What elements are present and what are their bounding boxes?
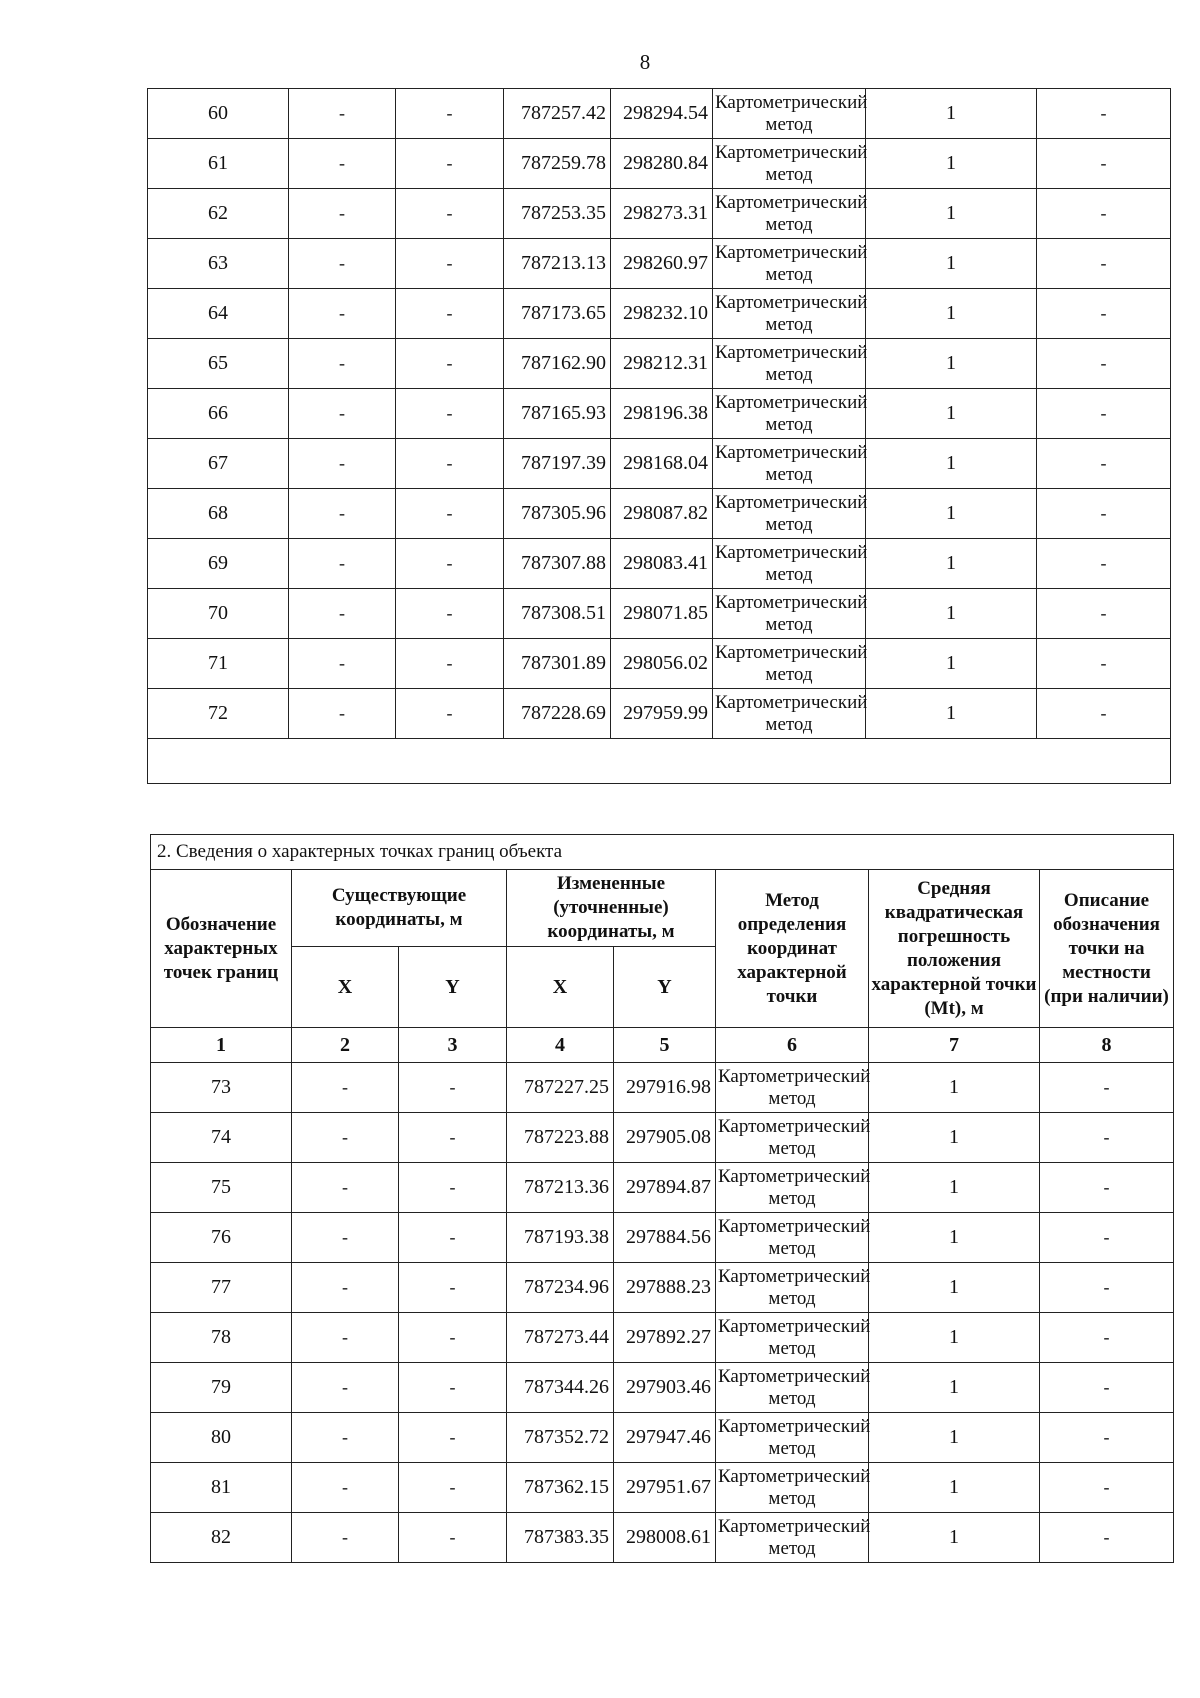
table-row <box>151 1413 1174 1463</box>
changed-x-cell: 787383.35 <box>507 1513 614 1563</box>
point-id-cell: 60 <box>148 89 289 139</box>
existing-y-cell: - <box>399 1413 507 1463</box>
method-cell: Картометрический метод <box>716 1263 869 1313</box>
method-cell: Картометрический метод <box>716 1313 869 1363</box>
point-id-cell: 63 <box>148 239 289 289</box>
method-cell: Картометрический метод <box>713 289 866 339</box>
accuracy-cell: 1 <box>866 689 1037 739</box>
point-id-cell: 73 <box>151 1063 292 1113</box>
method-cell: Картометрический метод <box>713 639 866 689</box>
column-number: 8 <box>1040 1028 1174 1063</box>
accuracy-cell: 1 <box>866 639 1037 689</box>
method-cell: Картометрический метод <box>716 1513 869 1563</box>
changed-x-cell: 787344.26 <box>507 1363 614 1413</box>
changed-x-cell: 787162.90 <box>504 339 611 389</box>
changed-x-cell: 787307.88 <box>504 539 611 589</box>
description-cell: - <box>1040 1213 1174 1263</box>
existing-x-cell: - <box>289 489 396 539</box>
table-row <box>151 1513 1174 1563</box>
description-cell: - <box>1040 1113 1174 1163</box>
table-row <box>148 89 1171 139</box>
existing-y-cell: - <box>396 139 504 189</box>
accuracy-cell: 1 <box>866 439 1037 489</box>
changed-x-cell: 787253.35 <box>504 189 611 239</box>
accuracy-cell: 1 <box>866 89 1037 139</box>
table-row <box>148 189 1171 239</box>
changed-x-cell: 787193.38 <box>507 1213 614 1263</box>
column-number: 3 <box>399 1028 507 1063</box>
accuracy-cell: 1 <box>866 139 1037 189</box>
table-row <box>148 139 1171 189</box>
column-number: 6 <box>716 1028 869 1063</box>
changed-x-cell: 787234.96 <box>507 1263 614 1313</box>
existing-y-cell: - <box>399 1263 507 1313</box>
table-row <box>148 239 1171 289</box>
point-id-cell: 61 <box>148 139 289 189</box>
point-id-cell: 68 <box>148 489 289 539</box>
changed-x-cell: 787165.93 <box>504 389 611 439</box>
header-changed-y: Y <box>614 947 716 1028</box>
header-existing-coords: Существующие координаты, м <box>292 870 507 947</box>
changed-y-cell: 297947.46 <box>614 1413 716 1463</box>
column-number: 5 <box>614 1028 716 1063</box>
table-row <box>151 1263 1174 1313</box>
description-cell: - <box>1037 139 1171 189</box>
existing-x-cell: - <box>292 1063 399 1113</box>
description-cell: - <box>1037 539 1171 589</box>
changed-x-cell: 787362.15 <box>507 1463 614 1513</box>
changed-y-cell: 297951.67 <box>614 1463 716 1513</box>
point-id-cell: 65 <box>148 339 289 389</box>
column-number: 7 <box>869 1028 1040 1063</box>
existing-y-cell: - <box>396 189 504 239</box>
existing-x-cell: - <box>289 589 396 639</box>
existing-y-cell: - <box>399 1363 507 1413</box>
changed-x-cell: 787308.51 <box>504 589 611 639</box>
method-cell: Картометрический метод <box>713 689 866 739</box>
accuracy-cell: 1 <box>866 339 1037 389</box>
point-id-cell: 74 <box>151 1113 292 1163</box>
existing-x-cell: - <box>289 239 396 289</box>
changed-y-cell: 298294.54 <box>611 89 713 139</box>
existing-y-cell: - <box>396 389 504 439</box>
point-id-cell: 77 <box>151 1263 292 1313</box>
changed-y-cell: 298008.61 <box>614 1513 716 1563</box>
point-id-cell: 79 <box>151 1363 292 1413</box>
method-cell: Картометрический метод <box>713 189 866 239</box>
changed-x-cell: 787273.44 <box>507 1313 614 1363</box>
existing-x-cell: - <box>289 289 396 339</box>
existing-y-cell: - <box>399 1113 507 1163</box>
changed-y-cell: 298232.10 <box>611 289 713 339</box>
existing-x-cell: - <box>289 639 396 689</box>
description-cell: - <box>1040 1313 1174 1363</box>
accuracy-cell: 1 <box>866 489 1037 539</box>
description-cell: - <box>1040 1063 1174 1113</box>
existing-x-cell: - <box>292 1413 399 1463</box>
changed-y-cell: 298087.82 <box>611 489 713 539</box>
existing-y-cell: - <box>399 1163 507 1213</box>
description-cell: - <box>1037 189 1171 239</box>
existing-x-cell: - <box>292 1213 399 1263</box>
point-id-cell: 75 <box>151 1163 292 1213</box>
existing-y-cell: - <box>399 1463 507 1513</box>
method-cell: Картометрический метод <box>716 1363 869 1413</box>
table1-body <box>148 89 1171 784</box>
changed-x-cell: 787197.39 <box>504 439 611 489</box>
header-changed-coords: Измененные (уточненные) координаты, м <box>507 870 716 947</box>
changed-y-cell: 298083.41 <box>611 539 713 589</box>
accuracy-cell: 1 <box>866 589 1037 639</box>
changed-y-cell: 297959.99 <box>611 689 713 739</box>
existing-y-cell: - <box>396 89 504 139</box>
method-cell: Картометрический метод <box>716 1163 869 1213</box>
accuracy-cell: 1 <box>869 1513 1040 1563</box>
description-cell: - <box>1040 1413 1174 1463</box>
existing-x-cell: - <box>292 1513 399 1563</box>
header-method: Метод определения координат характерной точки <box>716 870 869 1028</box>
method-cell: Картометрический метод <box>716 1413 869 1463</box>
changed-y-cell: 298260.97 <box>611 239 713 289</box>
changed-y-cell: 297892.27 <box>614 1313 716 1363</box>
point-id-cell: 81 <box>151 1463 292 1513</box>
point-id-cell: 80 <box>151 1413 292 1463</box>
description-cell: - <box>1037 289 1171 339</box>
header-existing-x: X <box>292 947 399 1028</box>
description-cell: - <box>1037 589 1171 639</box>
point-id-cell: 76 <box>151 1213 292 1263</box>
header-designation: Обозначение характерных точек границ <box>151 870 292 1028</box>
accuracy-cell: 1 <box>866 189 1037 239</box>
changed-y-cell: 297894.87 <box>614 1163 716 1213</box>
table-row <box>148 589 1171 639</box>
changed-x-cell: 787259.78 <box>504 139 611 189</box>
existing-x-cell: - <box>289 89 396 139</box>
column-number: 2 <box>292 1028 399 1063</box>
method-cell: Картометрический метод <box>713 139 866 189</box>
method-cell: Картометрический метод <box>716 1213 869 1263</box>
section-title: 2. Сведения о характерных точках границ объекта <box>151 835 1174 870</box>
method-cell: Картометрический метод <box>713 439 866 489</box>
description-cell: - <box>1037 389 1171 439</box>
changed-y-cell: 297916.98 <box>614 1063 716 1113</box>
header-description: Описание обозначения точки на местности (при наличии) <box>1040 870 1174 1028</box>
table-row <box>148 389 1171 439</box>
existing-x-cell: - <box>292 1363 399 1413</box>
header-changed-x: X <box>507 947 614 1028</box>
table-row <box>151 1213 1174 1263</box>
changed-y-cell: 298212.31 <box>611 339 713 389</box>
changed-y-cell: 298071.85 <box>611 589 713 639</box>
existing-y-cell: - <box>396 439 504 489</box>
accuracy-cell: 1 <box>866 389 1037 439</box>
table-row <box>148 439 1171 489</box>
existing-y-cell: - <box>396 239 504 289</box>
changed-x-cell: 787223.88 <box>507 1113 614 1163</box>
table-row <box>148 539 1171 589</box>
point-id-cell: 67 <box>148 439 289 489</box>
method-cell: Картометрический метод <box>713 389 866 439</box>
existing-x-cell: - <box>289 139 396 189</box>
changed-x-cell: 787173.65 <box>504 289 611 339</box>
accuracy-cell: 1 <box>869 1063 1040 1113</box>
existing-y-cell: - <box>399 1513 507 1563</box>
boundary-points-table <box>150 834 1174 1563</box>
existing-y-cell: - <box>396 589 504 639</box>
changed-x-cell: 787257.42 <box>504 89 611 139</box>
changed-x-cell: 787228.69 <box>504 689 611 739</box>
method-cell: Картометрический метод <box>713 239 866 289</box>
method-cell: Картометрический метод <box>713 539 866 589</box>
existing-y-cell: - <box>396 539 504 589</box>
table-row <box>151 1113 1174 1163</box>
description-cell: - <box>1037 339 1171 389</box>
existing-y-cell: - <box>399 1213 507 1263</box>
method-cell: Картометрический метод <box>713 489 866 539</box>
existing-y-cell: - <box>399 1063 507 1113</box>
changed-x-cell: 787352.72 <box>507 1413 614 1463</box>
table-row <box>148 689 1171 739</box>
accuracy-cell: 1 <box>869 1113 1040 1163</box>
changed-y-cell: 298168.04 <box>611 439 713 489</box>
method-cell: Картометрический метод <box>713 589 866 639</box>
existing-x-cell: - <box>292 1113 399 1163</box>
changed-y-cell: 297905.08 <box>614 1113 716 1163</box>
existing-y-cell: - <box>396 689 504 739</box>
point-id-cell: 62 <box>148 189 289 239</box>
existing-x-cell: - <box>289 539 396 589</box>
changed-y-cell: 297884.56 <box>614 1213 716 1263</box>
table-row <box>148 339 1171 389</box>
existing-x-cell: - <box>289 689 396 739</box>
changed-x-cell: 787227.25 <box>507 1063 614 1113</box>
table-row <box>151 1463 1174 1513</box>
column-numbers-row <box>151 1028 1174 1063</box>
accuracy-cell: 1 <box>869 1163 1040 1213</box>
point-id-cell: 64 <box>148 289 289 339</box>
empty-row <box>148 739 1171 784</box>
description-cell: - <box>1037 689 1171 739</box>
changed-y-cell: 298280.84 <box>611 139 713 189</box>
changed-x-cell: 787213.13 <box>504 239 611 289</box>
description-cell: - <box>1040 1263 1174 1313</box>
table-row <box>148 489 1171 539</box>
header-existing-y: Y <box>399 947 507 1028</box>
coordinates-table-continued <box>147 88 1171 784</box>
accuracy-cell: 1 <box>869 1413 1040 1463</box>
method-cell: Картометрический метод <box>716 1113 869 1163</box>
method-cell: Картометрический метод <box>713 339 866 389</box>
existing-x-cell: - <box>292 1163 399 1213</box>
table-row <box>151 1063 1174 1113</box>
changed-y-cell: 297888.23 <box>614 1263 716 1313</box>
table2-body <box>151 1063 1174 1563</box>
point-id-cell: 70 <box>148 589 289 639</box>
existing-x-cell: - <box>289 189 396 239</box>
accuracy-cell: 1 <box>869 1213 1040 1263</box>
table-row <box>148 639 1171 689</box>
changed-y-cell: 297903.46 <box>614 1363 716 1413</box>
description-cell: - <box>1037 439 1171 489</box>
accuracy-cell: 1 <box>866 289 1037 339</box>
table-row <box>151 1363 1174 1413</box>
accuracy-cell: 1 <box>869 1363 1040 1413</box>
changed-y-cell: 298056.02 <box>611 639 713 689</box>
existing-x-cell: - <box>292 1263 399 1313</box>
existing-y-cell: - <box>396 289 504 339</box>
point-id-cell: 71 <box>148 639 289 689</box>
existing-x-cell: - <box>292 1463 399 1513</box>
existing-y-cell: - <box>396 639 504 689</box>
header-accuracy: Средняя квадратическая погрешность положения характерной точки (Mt), м <box>869 870 1040 1028</box>
empty-cell <box>148 739 1171 784</box>
changed-x-cell: 787213.36 <box>507 1163 614 1213</box>
existing-x-cell: - <box>289 389 396 439</box>
changed-y-cell: 298196.38 <box>611 389 713 439</box>
description-cell: - <box>1037 639 1171 689</box>
description-cell: - <box>1040 1463 1174 1513</box>
method-cell: Картометрический метод <box>713 89 866 139</box>
accuracy-cell: 1 <box>869 1263 1040 1313</box>
table-row <box>151 1313 1174 1363</box>
existing-y-cell: - <box>396 339 504 389</box>
method-cell: Картометрический метод <box>716 1463 869 1513</box>
point-id-cell: 72 <box>148 689 289 739</box>
table-row <box>151 1163 1174 1213</box>
existing-y-cell: - <box>399 1313 507 1363</box>
accuracy-cell: 1 <box>869 1313 1040 1363</box>
description-cell: - <box>1037 239 1171 289</box>
changed-x-cell: 787305.96 <box>504 489 611 539</box>
point-id-cell: 69 <box>148 539 289 589</box>
description-cell: - <box>1037 489 1171 539</box>
method-cell: Картометрический метод <box>716 1063 869 1113</box>
description-cell: - <box>1040 1513 1174 1563</box>
accuracy-cell: 1 <box>866 539 1037 589</box>
column-number: 1 <box>151 1028 292 1063</box>
existing-x-cell: - <box>289 339 396 389</box>
changed-x-cell: 787301.89 <box>504 639 611 689</box>
point-id-cell: 78 <box>151 1313 292 1363</box>
existing-y-cell: - <box>396 489 504 539</box>
accuracy-cell: 1 <box>866 239 1037 289</box>
table-row <box>148 289 1171 339</box>
description-cell: - <box>1037 89 1171 139</box>
page-number: 8 <box>639 50 651 74</box>
accuracy-cell: 1 <box>869 1463 1040 1513</box>
existing-x-cell: - <box>289 439 396 489</box>
point-id-cell: 66 <box>148 389 289 439</box>
column-number: 4 <box>507 1028 614 1063</box>
description-cell: - <box>1040 1163 1174 1213</box>
point-id-cell: 82 <box>151 1513 292 1563</box>
description-cell: - <box>1040 1363 1174 1413</box>
changed-y-cell: 298273.31 <box>611 189 713 239</box>
existing-x-cell: - <box>292 1313 399 1363</box>
